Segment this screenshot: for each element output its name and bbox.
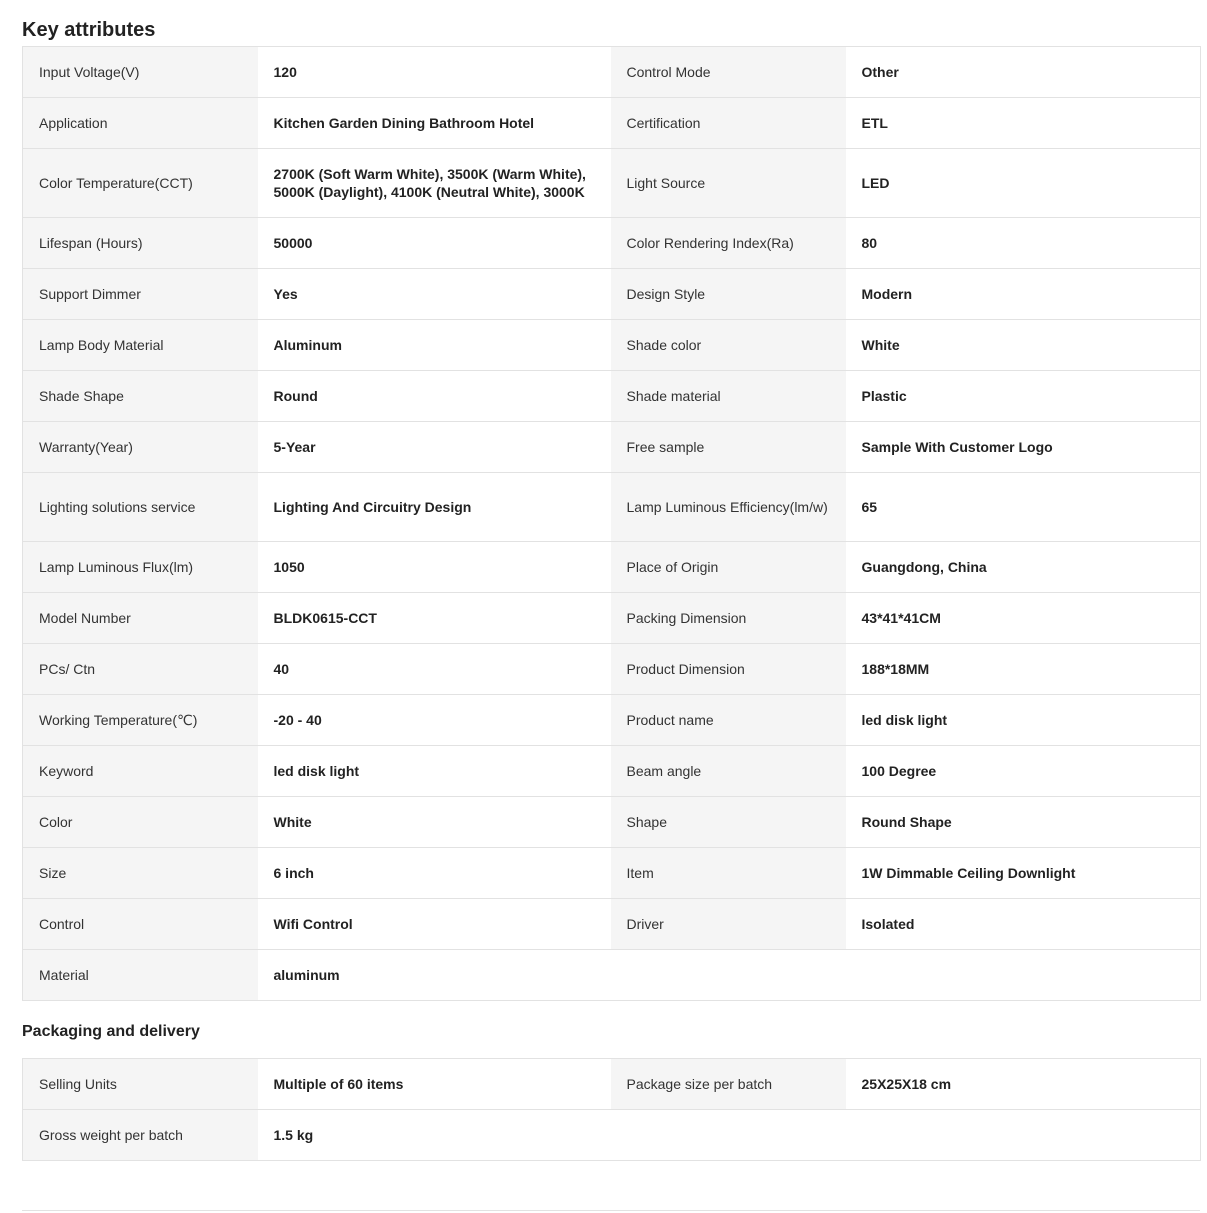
- attribute-row: [23, 797, 1201, 848]
- attribute-value: led disk light: [258, 746, 611, 797]
- attribute-value: BLDK0615-CCT: [258, 593, 611, 644]
- attribute-label: Package size per batch: [611, 1059, 846, 1110]
- attribute-value: -20 - 40: [258, 695, 611, 746]
- attribute-value: Guangdong, China: [846, 542, 1201, 593]
- attribute-value: LED: [846, 149, 1201, 218]
- attribute-label: Light Source: [611, 149, 846, 218]
- attribute-value: 1050: [258, 542, 611, 593]
- attribute-row: [23, 950, 1201, 1001]
- attribute-value: 80: [846, 218, 1201, 269]
- attribute-row: [23, 542, 1201, 593]
- attribute-value: Plastic: [846, 371, 1201, 422]
- attribute-label: Shade color: [611, 320, 846, 371]
- attribute-row: [23, 473, 1201, 542]
- attribute-label: Beam angle: [611, 746, 846, 797]
- attribute-label: Input Voltage(V): [23, 47, 258, 98]
- attribute-value: Round Shape: [846, 797, 1201, 848]
- attribute-label: Shade Shape: [23, 371, 258, 422]
- attribute-label: Design Style: [611, 269, 846, 320]
- attribute-row: [23, 98, 1201, 149]
- attribute-label: Product name: [611, 695, 846, 746]
- empty-cell: [846, 1110, 1201, 1161]
- attribute-label: Driver: [611, 899, 846, 950]
- attribute-label: Color Temperature(CCT): [23, 149, 258, 218]
- attribute-label: Color Rendering Index(Ra): [611, 218, 846, 269]
- attribute-row: [23, 218, 1201, 269]
- attribute-label: Color: [23, 797, 258, 848]
- attribute-label: Certification: [611, 98, 846, 149]
- attribute-row: [23, 848, 1201, 899]
- attribute-value: Isolated: [846, 899, 1201, 950]
- attribute-value: 65: [846, 473, 1201, 542]
- attribute-label: Selling Units: [23, 1059, 258, 1110]
- attribute-row: [23, 1110, 1201, 1161]
- attribute-row: [23, 149, 1201, 218]
- attribute-label: Item: [611, 848, 846, 899]
- attribute-label: Free sample: [611, 422, 846, 473]
- section-divider: [22, 1210, 1200, 1211]
- attribute-label: Support Dimmer: [23, 269, 258, 320]
- attribute-label: Size: [23, 848, 258, 899]
- attribute-row: [23, 320, 1201, 371]
- attribute-row: [23, 593, 1201, 644]
- attribute-value: White: [258, 797, 611, 848]
- empty-cell: [611, 950, 846, 1001]
- attribute-label: Material: [23, 950, 258, 1001]
- attribute-label: Shade material: [611, 371, 846, 422]
- attribute-label: PCs/ Ctn: [23, 644, 258, 695]
- attribute-label: Place of Origin: [611, 542, 846, 593]
- attribute-value: Lighting And Circuitry Design: [258, 473, 611, 542]
- attribute-label: Warranty(Year): [23, 422, 258, 473]
- attribute-label: Control Mode: [611, 47, 846, 98]
- attribute-row: [23, 47, 1201, 98]
- attribute-label: Application: [23, 98, 258, 149]
- attribute-value: 120: [258, 47, 611, 98]
- attribute-value: Round: [258, 371, 611, 422]
- attribute-value: aluminum: [258, 950, 611, 1001]
- attribute-value: Aluminum: [258, 320, 611, 371]
- attribute-value: 40: [258, 644, 611, 695]
- empty-cell: [846, 950, 1201, 1001]
- attribute-value: 43*41*41CM: [846, 593, 1201, 644]
- attribute-value: 50000: [258, 218, 611, 269]
- packaging-heading: Packaging and delivery: [22, 1023, 200, 1040]
- attribute-label: Working Temperature(℃): [23, 695, 258, 746]
- attribute-label: Gross weight per batch: [23, 1110, 258, 1161]
- attribute-value: 1W Dimmable Ceiling Downlight: [846, 848, 1201, 899]
- attribute-row: [23, 746, 1201, 797]
- attribute-label: Lifespan (Hours): [23, 218, 258, 269]
- attribute-label: Lighting solutions service: [23, 473, 258, 542]
- attribute-value: led disk light: [846, 695, 1201, 746]
- attribute-row: [23, 644, 1201, 695]
- attribute-value: ETL: [846, 98, 1201, 149]
- packaging-table: [22, 1058, 1201, 1161]
- attribute-row: [23, 269, 1201, 320]
- attribute-value: 6 inch: [258, 848, 611, 899]
- attribute-value: 25X25X18 cm: [846, 1059, 1201, 1110]
- attribute-value: 2700K (Soft Warm White), 3500K (Warm White), 5000K (Daylight), 4100K (Neutral White), 3000K: [258, 149, 611, 218]
- attribute-row: [23, 695, 1201, 746]
- attribute-value: 1.5 kg: [258, 1110, 611, 1161]
- attribute-value: Yes: [258, 269, 611, 320]
- attribute-label: Shape: [611, 797, 846, 848]
- key-attributes-table: [22, 46, 1201, 1001]
- attribute-value: Multiple of 60 items: [258, 1059, 611, 1110]
- attribute-label: Lamp Luminous Efficiency(lm/w): [611, 473, 846, 542]
- attribute-value: 100 Degree: [846, 746, 1201, 797]
- attribute-row: [23, 422, 1201, 473]
- key-attributes-heading: Key attributes: [22, 19, 156, 41]
- attribute-value: Other: [846, 47, 1201, 98]
- attribute-label: Lamp Body Material: [23, 320, 258, 371]
- attribute-value: 5-Year: [258, 422, 611, 473]
- attributes-panel: [22, 0, 1200, 1161]
- attribute-value: White: [846, 320, 1201, 371]
- attribute-label: Lamp Luminous Flux(lm): [23, 542, 258, 593]
- attribute-value: Modern: [846, 269, 1201, 320]
- attribute-row: [23, 371, 1201, 422]
- attribute-value: 188*18MM: [846, 644, 1201, 695]
- attribute-value: Kitchen Garden Dining Bathroom Hotel: [258, 98, 611, 149]
- attribute-row: [23, 1059, 1201, 1110]
- attribute-label: Model Number: [23, 593, 258, 644]
- attribute-label: Product Dimension: [611, 644, 846, 695]
- empty-cell: [611, 1110, 846, 1161]
- attribute-value: Wifi Control: [258, 899, 611, 950]
- attribute-label: Keyword: [23, 746, 258, 797]
- attribute-label: Control: [23, 899, 258, 950]
- attribute-label: Packing Dimension: [611, 593, 846, 644]
- attribute-value: Sample With Customer Logo: [846, 422, 1201, 473]
- attribute-row: [23, 899, 1201, 950]
